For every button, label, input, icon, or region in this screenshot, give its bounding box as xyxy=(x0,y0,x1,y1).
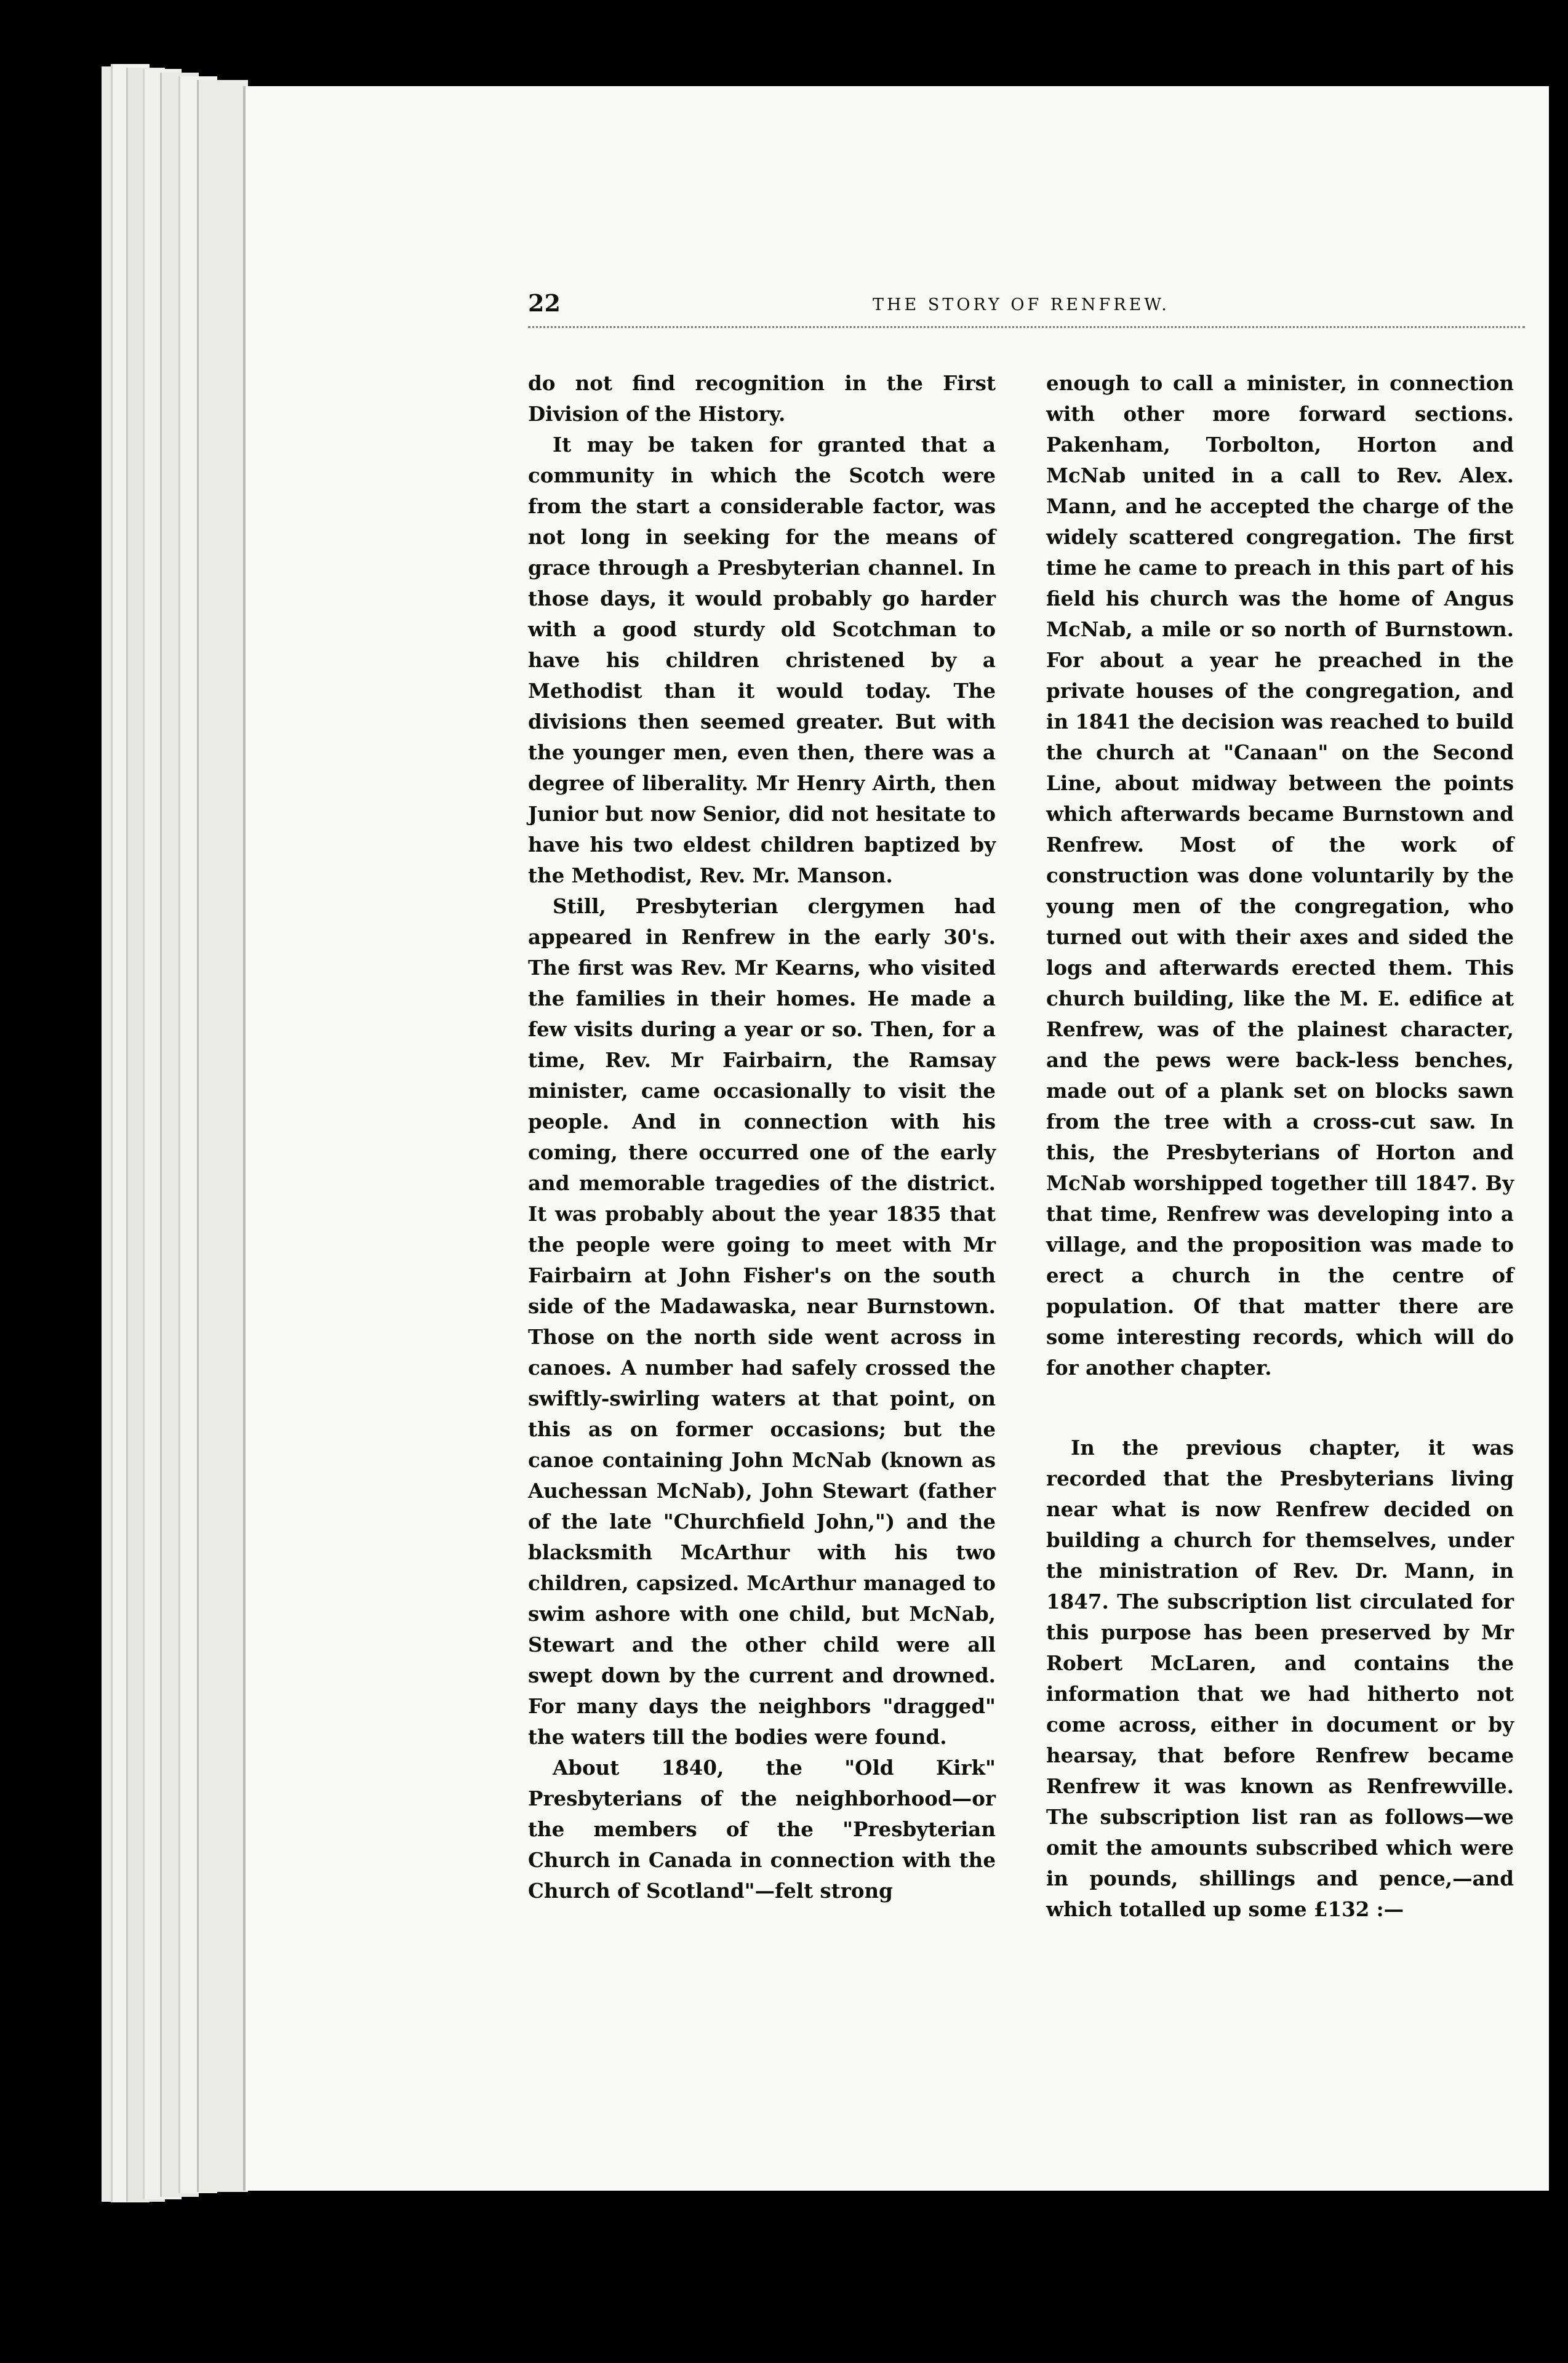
page-header xyxy=(528,289,1525,328)
paragraph: In the previous chapter, it was recorded that the Presbyterians living near what is now Renfrew decided on building a church for themselves, under the ministration of Rev. Dr. Mann, in 1847. The subscription list circulated for this purpose has been preserved by Mr Robert McLaren, and contains the information that we had hitherto not come across, either in document or by hearsay, that before Renfrew became Renfrew it was known as Renfrewville. The subscription list ran as follows—we omit the amounts subscribed which were in pounds, shillings and pence,—and which totalled up some £132 :— xyxy=(1046,1436,1514,1921)
left-column xyxy=(528,368,996,1906)
paragraph: About 1840, the "Old Kirk" Presbyterians of the neighborhood—or the members of the "Presbyterian Church in Canada in connection with the Church of Scotland"—felt strong xyxy=(528,1756,996,1903)
page-number: 22 xyxy=(528,289,561,317)
paragraph: Still, Presbyterian clergymen had appeared in Renfrew in the early 30's. The first was Rev. Mr Kearns, who visited the families in their homes. He made a few visits during a year or so. Then, for a time, Rev. Mr Fairbairn, the Ramsay minister, came occasionally to visit the people. And in connection with his coming, there occurred one of the early and memorable tragedies of the district. It was probably about the year 1835 that the people were going to meet with Mr Fairbairn at John Fisher's on the south side of the Madawaska, near Burnstown. Those on the north side went across in canoes. A number had safely crossed the swiftly-swirling waters at that point, on this as on former occasions; but the canoe containing John McNab (known as Auchessan McNab), John Stewart (father of the late "Churchfield John,") and the blacksmith McArthur with his two children, capsized. McArthur managed to swim ashore with one child, but McNab, Stewart and the other child were all swept down by the current and drowned. For many days the neighbors "dragged" the waters till the bodies were found. xyxy=(528,894,996,1749)
paragraph: do not find recognition in the First Division of the History. xyxy=(528,371,996,426)
page-edge xyxy=(197,80,248,2192)
running-title: THE STORY OF RENFREW. xyxy=(873,295,1170,314)
right-column xyxy=(1046,368,1514,1925)
paragraph: It may be taken for granted that a community in which the Scotch were from the start a considerable factor, was not long in seeking for the means of grace through a Presbyterian channel. In those days, it would probably go harder with a good sturdy old Scotchman to have his children christened by a Methodist than it would today. The divisions then seemed greater. But with the younger men, even then, there was a degree of liberality. Mr Henry Airth, then Junior but now Senior, did not hesitate to have his two eldest children baptized by the Methodist, Rev. Mr. Manson. xyxy=(528,433,996,887)
paragraph: enough to call a minister, in connection with other more forward sections. Pakenham, Torbolton, Horton and McNab united in a call to Rev. Alex. Mann, and he accepted the charge of the widely scattered congregation. The first time he came to preach in this part of his field his church was the home of Angus McNab, a mile or so north of Burnstown. For about a year he preached in the private houses of the congregation, and in 1841 the decision was reached to build the church at "Canaan" on the Second Line, about midway between the points which afterwards became Burnstown and Renfrew. Most of the work of construction was done voluntarily by the young men of the congregation, who turned out with their axes and sided the logs and afterwards erected them. This church building, like the M. E. edifice at Renfrew, was of the plainest character, and the pews were back-less benches, made out of a plank set on blocks sawn from the tree with a cross-cut saw. In this, the Presbyterians of Horton and McNab worshipped together till 1847. By that time, Renfrew was developing into a village, and the proposition was made to erect a church in the centre of population. Of that matter there are some interesting records, which will do for another chapter. xyxy=(1046,371,1514,1380)
